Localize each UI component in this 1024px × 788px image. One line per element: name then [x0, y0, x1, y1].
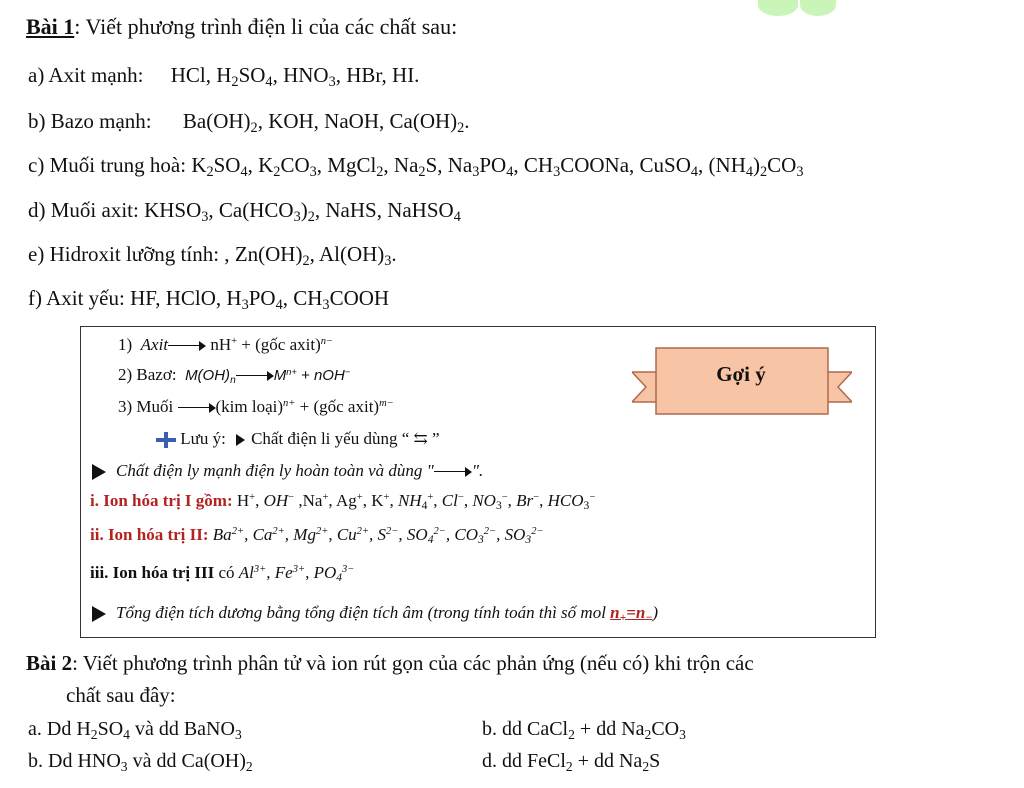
pin-icon	[156, 432, 176, 448]
arrow-icon	[168, 341, 206, 351]
goi-y-ribbon-icon	[632, 342, 852, 432]
arrow-icon	[178, 403, 216, 413]
bai2-heading-text: : Viết phương trình phân tử và ion rút gọn của các phản ứng (nếu có) khi trộn các	[72, 651, 754, 675]
item-b	[28, 108, 470, 134]
bai2-a-label: a. Dd	[28, 718, 72, 740]
rule-1-number: 1)	[118, 335, 133, 354]
bai2-plus: + dd	[577, 750, 614, 772]
arrow-icon	[434, 467, 472, 477]
bai2-b1-mid: và dd	[132, 750, 177, 772]
box-luu-y	[156, 428, 440, 450]
bai1-title: Bài 1	[26, 14, 75, 39]
bai2-b1-label: b. Dd	[28, 750, 73, 772]
ion2-list: $Ba^{2+}$, $Ca^{2+}$, $Mg^{2+}$, $Cu^{2+}$, $S^{2-}$, $SO_4^{2-}$, $CO_3^{2-}$, $SO_3^{2-}$	[212, 525, 544, 547]
bai2-title: Bài 2	[26, 651, 73, 675]
bai2-a-mid: và dd	[134, 718, 179, 740]
bai2-plus: + dd	[579, 718, 617, 740]
item-d-label: d) Muối axit:	[28, 198, 139, 222]
arrow-icon	[236, 371, 274, 381]
bai2-heading-2: chất sau đây:	[66, 683, 176, 707]
bai2-heading	[26, 650, 754, 676]
rule-3-label: 3) Muối	[118, 397, 174, 416]
bai2-d-label: d. dd	[482, 750, 522, 772]
bullet-icon	[236, 434, 245, 446]
item-a-formulas: HCl, $H_2SO_4$, $HNO_3$, HBr, HI.	[170, 63, 420, 90]
box-rule-2	[118, 364, 350, 387]
item-a	[28, 62, 419, 88]
strong-electrolyte-note: Chất điện ly mạnh điện ly hoàn toàn và dùng " ".	[92, 460, 483, 482]
decoration-shape	[800, 0, 836, 16]
luu-y-text: Chất điện li yếu dùng “ ⇆ ”	[251, 429, 440, 448]
item-a-label: a) Axit mạnh:	[28, 63, 144, 87]
item-f-label: f) Axit yếu:	[28, 286, 125, 310]
ion3-label: iii. Ion hóa trị III	[90, 563, 215, 582]
bai2-b2-label: b. dd	[482, 718, 522, 740]
ion-valence-1	[90, 490, 595, 512]
bullet-icon	[92, 606, 106, 622]
ion-valence-2	[90, 524, 544, 546]
ion1-list: H+, OH− ,Na+, Ag+, K+, $NH_4^+$, Cl−, $NO_3^-$, Br−, $HCO_3^-$	[236, 491, 596, 513]
bai1-heading-text: : Viết phương trình điện li của các chất sau:	[74, 14, 458, 39]
ion3-list: $Al^{3+}$, $Fe^{3+}$, $PO_4^{3-}$	[238, 563, 355, 585]
item-c	[28, 152, 803, 178]
rule-1-rest: + (gốc axit)	[241, 335, 321, 354]
charge-balance-note: Tổng điện tích dương bằng tổng điện tích âm (trong tính toán thì số mol $n_+=n_-$)	[92, 602, 658, 624]
bai2-item-d: d. dd FeCl$_2$ + dd $Na_2S$	[482, 750, 661, 774]
item-b-label: b) Bazo mạnh:	[28, 109, 152, 133]
box-rule-1: 1) Axit nH+ + (gốc axit)$^{n-}$	[118, 335, 334, 354]
bai1-heading	[26, 14, 457, 40]
charge-note-text: Tổng điện tích dương bằng tổng điện tích âm (trong tính toán thì số mol	[116, 603, 606, 622]
bai2-item-b2: b. dd CaCl$_2$ + dd $Na_2CO_3$	[482, 718, 686, 742]
strong-note-text: Chất điện ly mạnh điện ly hoàn toàn và dùng "	[116, 461, 434, 480]
box-rule-3: 3) Muối (kim loại)$^{n+}$ + (gốc axit)$^{m-}$	[118, 397, 394, 416]
rule-3-kimloai: (kim loại)	[215, 397, 284, 416]
ion3-co: có	[218, 563, 235, 582]
item-d	[28, 197, 461, 223]
item-f-formulas: HF, HClO, $H_3PO_4$, $CH_3COOH$	[130, 286, 390, 313]
ion2-label: ii. Ion hóa trị II:	[90, 525, 209, 544]
item-d-formulas: $KHSO_3$, $Ca(HCO_3)_2$, NaHS, NaHSO$_4$	[144, 198, 461, 225]
item-b-formulas: $Ba(OH)_2$, KOH, NaOH, $Ca(OH)_2$.	[182, 109, 470, 136]
item-c-formulas: $K_2SO_4$, $K_2CO_3$, MgCl$_2$, $Na_2S$, $Na_3PO_4$, $CH_3COONa$, CuSO$_4$, $(NH_4)_2CO_3$	[191, 153, 804, 180]
item-e-label: e) Hidroxit lưỡng tính: ,	[28, 242, 230, 266]
ion1-label: i. Ion hóa trị I gồm:	[90, 491, 233, 510]
goi-y-label: Gợi ý	[716, 362, 766, 386]
decoration-shape	[758, 0, 798, 16]
rule-2-formula: $M(OH)_n$ $M^{n+} + nOH^-$	[185, 366, 351, 386]
rule-2-label: 2) Bazơ:	[118, 365, 177, 384]
item-e	[28, 241, 397, 267]
rule-3-gocaxit: + (gốc axit)	[299, 397, 380, 416]
bullet-icon	[92, 464, 106, 480]
charge-equation: $n_+=n_-$	[610, 603, 653, 625]
rule-1-axit: Axit	[140, 335, 169, 354]
luu-y-label: Lưu ý:	[180, 429, 226, 448]
bai2-item-a: a. Dd $H_2SO_4$ và dd BaNO$_3$	[28, 718, 242, 742]
item-e-formulas: $Zn(OH)_2$, $Al(OH)_3$.	[234, 242, 397, 269]
ion-valence-3	[90, 562, 354, 584]
bai2-item-b1: b. Dd $HNO_3$ và dd $Ca(OH)_2$	[28, 750, 253, 774]
item-f	[28, 285, 389, 311]
item-c-label: c) Muối trung hoà:	[28, 153, 187, 177]
